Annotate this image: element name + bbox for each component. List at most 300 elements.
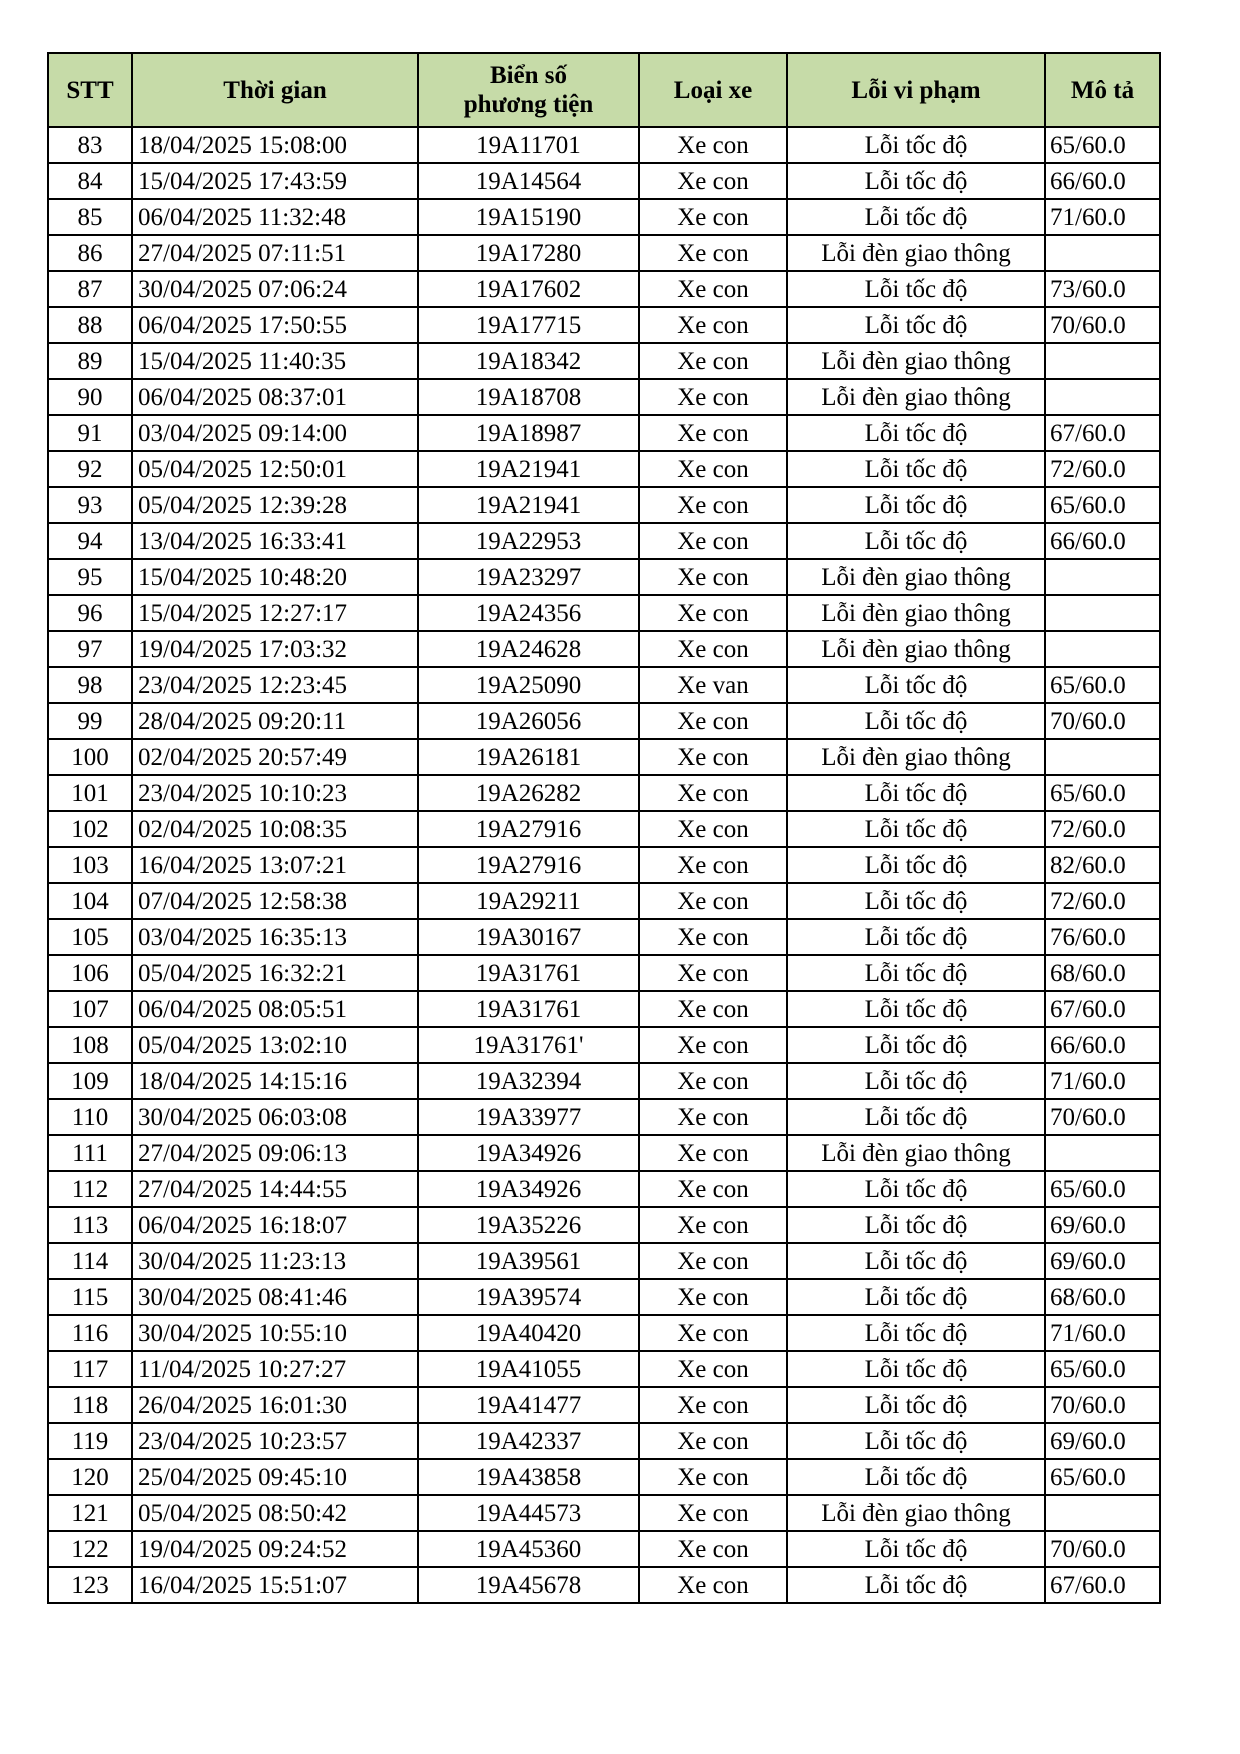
table-row (48, 595, 1160, 631)
cell-plate: 19A45360 (418, 1531, 639, 1567)
header-plate (418, 53, 639, 127)
cell-description: 67/60.0 (1045, 991, 1160, 1027)
cell-stt: 107 (48, 991, 132, 1027)
header-vehicle-type: Loại xe (639, 53, 787, 127)
cell-stt: 90 (48, 379, 132, 415)
table-row (48, 955, 1160, 991)
cell-plate: 19A34926 (418, 1171, 639, 1207)
cell-vehicle-type: Xe con (639, 631, 787, 667)
cell-vehicle-type: Xe con (639, 1243, 787, 1279)
cell-vehicle-type: Xe con (639, 919, 787, 955)
cell-description: 67/60.0 (1045, 415, 1160, 451)
cell-plate: 19A44573 (418, 1495, 639, 1531)
cell-stt: 116 (48, 1315, 132, 1351)
cell-description: 66/60.0 (1045, 1027, 1160, 1063)
cell-time: 15/04/2025 11:40:35 (132, 343, 418, 379)
cell-stt: 97 (48, 631, 132, 667)
cell-stt: 84 (48, 163, 132, 199)
cell-stt: 112 (48, 1171, 132, 1207)
cell-time: 23/04/2025 12:23:45 (132, 667, 418, 703)
cell-violation: Lỗi tốc độ (787, 451, 1045, 487)
table-row (48, 703, 1160, 739)
cell-plate: 19A17280 (418, 235, 639, 271)
cell-time: 11/04/2025 10:27:27 (132, 1351, 418, 1387)
cell-description: 72/60.0 (1045, 811, 1160, 847)
cell-vehicle-type: Xe con (639, 1171, 787, 1207)
cell-violation: Lỗi đèn giao thông (787, 739, 1045, 775)
cell-plate: 19A40420 (418, 1315, 639, 1351)
cell-plate: 19A41477 (418, 1387, 639, 1423)
cell-violation: Lỗi tốc độ (787, 847, 1045, 883)
cell-vehicle-type: Xe con (639, 271, 787, 307)
cell-time: 13/04/2025 16:33:41 (132, 523, 418, 559)
table-row (48, 739, 1160, 775)
cell-time: 30/04/2025 10:55:10 (132, 1315, 418, 1351)
cell-vehicle-type: Xe con (639, 1495, 787, 1531)
cell-violation: Lỗi tốc độ (787, 199, 1045, 235)
cell-vehicle-type: Xe con (639, 1099, 787, 1135)
table-row (48, 631, 1160, 667)
cell-time: 06/04/2025 16:18:07 (132, 1207, 418, 1243)
table-row (48, 379, 1160, 415)
cell-vehicle-type: Xe con (639, 1423, 787, 1459)
cell-plate: 19A32394 (418, 1063, 639, 1099)
cell-stt: 120 (48, 1459, 132, 1495)
cell-plate: 19A18342 (418, 343, 639, 379)
cell-time: 23/04/2025 10:10:23 (132, 775, 418, 811)
table-row (48, 1135, 1160, 1171)
cell-time: 05/04/2025 12:39:28 (132, 487, 418, 523)
cell-stt: 110 (48, 1099, 132, 1135)
table-row (48, 487, 1160, 523)
cell-violation: Lỗi đèn giao thông (787, 631, 1045, 667)
cell-plate: 19A33977 (418, 1099, 639, 1135)
cell-vehicle-type: Xe con (639, 199, 787, 235)
cell-time: 15/04/2025 10:48:20 (132, 559, 418, 595)
cell-time: 30/04/2025 08:41:46 (132, 1279, 418, 1315)
cell-vehicle-type: Xe con (639, 1063, 787, 1099)
cell-stt: 106 (48, 955, 132, 991)
cell-vehicle-type: Xe con (639, 307, 787, 343)
table-row (48, 1351, 1160, 1387)
table-row (48, 1531, 1160, 1567)
cell-violation: Lỗi tốc độ (787, 127, 1045, 163)
cell-description: 67/60.0 (1045, 1567, 1160, 1603)
cell-stt: 93 (48, 487, 132, 523)
cell-description: 65/60.0 (1045, 1351, 1160, 1387)
cell-description: 70/60.0 (1045, 1099, 1160, 1135)
header-row (48, 53, 1160, 127)
cell-time: 30/04/2025 07:06:24 (132, 271, 418, 307)
cell-plate: 19A26056 (418, 703, 639, 739)
cell-description: 69/60.0 (1045, 1243, 1160, 1279)
cell-vehicle-type: Xe con (639, 1315, 787, 1351)
cell-vehicle-type: Xe con (639, 991, 787, 1027)
cell-plate: 19A14564 (418, 163, 639, 199)
cell-stt: 121 (48, 1495, 132, 1531)
header-time: Thời gian (132, 53, 418, 127)
cell-violation: Lỗi tốc độ (787, 1099, 1045, 1135)
cell-stt: 85 (48, 199, 132, 235)
cell-plate: 19A17715 (418, 307, 639, 343)
cell-violation: Lỗi tốc độ (787, 1315, 1045, 1351)
table-row (48, 199, 1160, 235)
cell-plate: 19A24628 (418, 631, 639, 667)
cell-time: 05/04/2025 16:32:21 (132, 955, 418, 991)
cell-description: 71/60.0 (1045, 1315, 1160, 1351)
cell-time: 26/04/2025 16:01:30 (132, 1387, 418, 1423)
cell-description: 70/60.0 (1045, 1387, 1160, 1423)
table-row (48, 1387, 1160, 1423)
table-row (48, 235, 1160, 271)
table-header (48, 53, 1160, 127)
cell-violation: Lỗi tốc độ (787, 1531, 1045, 1567)
cell-violation: Lỗi tốc độ (787, 1459, 1045, 1495)
cell-stt: 95 (48, 559, 132, 595)
cell-description (1045, 343, 1160, 379)
cell-violation: Lỗi tốc độ (787, 415, 1045, 451)
cell-plate: 19A17602 (418, 271, 639, 307)
cell-description: 70/60.0 (1045, 703, 1160, 739)
cell-stt: 123 (48, 1567, 132, 1603)
cell-vehicle-type: Xe con (639, 775, 787, 811)
cell-vehicle-type: Xe con (639, 1531, 787, 1567)
cell-stt: 87 (48, 271, 132, 307)
cell-stt: 104 (48, 883, 132, 919)
cell-stt: 96 (48, 595, 132, 631)
table-row (48, 1027, 1160, 1063)
cell-vehicle-type: Xe con (639, 1387, 787, 1423)
table-row (48, 1567, 1160, 1603)
cell-plate: 19A43858 (418, 1459, 639, 1495)
cell-description: 69/60.0 (1045, 1423, 1160, 1459)
header-plate-line2: phương tiện (463, 91, 594, 118)
cell-violation: Lỗi tốc độ (787, 1423, 1045, 1459)
cell-violation: Lỗi tốc độ (787, 775, 1045, 811)
cell-vehicle-type: Xe con (639, 1027, 787, 1063)
cell-time: 06/04/2025 17:50:55 (132, 307, 418, 343)
cell-description: 65/60.0 (1045, 775, 1160, 811)
table-row (48, 1279, 1160, 1315)
cell-stt: 105 (48, 919, 132, 955)
cell-violation: Lỗi đèn giao thông (787, 343, 1045, 379)
cell-time: 19/04/2025 17:03:32 (132, 631, 418, 667)
cell-time: 16/04/2025 15:51:07 (132, 1567, 418, 1603)
cell-stt: 108 (48, 1027, 132, 1063)
cell-violation: Lỗi tốc độ (787, 523, 1045, 559)
table-row (48, 847, 1160, 883)
cell-violation: Lỗi tốc độ (787, 163, 1045, 199)
table-row (48, 415, 1160, 451)
cell-stt: 111 (48, 1135, 132, 1171)
table-row (48, 271, 1160, 307)
cell-plate: 19A39561 (418, 1243, 639, 1279)
cell-time: 27/04/2025 09:06:13 (132, 1135, 418, 1171)
cell-plate: 19A22953 (418, 523, 639, 559)
cell-stt: 86 (48, 235, 132, 271)
cell-description (1045, 739, 1160, 775)
cell-plate: 19A35226 (418, 1207, 639, 1243)
cell-time: 02/04/2025 10:08:35 (132, 811, 418, 847)
cell-vehicle-type: Xe con (639, 415, 787, 451)
cell-time: 27/04/2025 07:11:51 (132, 235, 418, 271)
cell-time: 25/04/2025 09:45:10 (132, 1459, 418, 1495)
cell-time: 23/04/2025 10:23:57 (132, 1423, 418, 1459)
cell-description: 71/60.0 (1045, 1063, 1160, 1099)
cell-time: 05/04/2025 13:02:10 (132, 1027, 418, 1063)
cell-stt: 102 (48, 811, 132, 847)
cell-plate: 19A11701 (418, 127, 639, 163)
table-body (48, 127, 1160, 1603)
cell-vehicle-type: Xe con (639, 811, 787, 847)
table-row (48, 343, 1160, 379)
cell-plate: 19A15190 (418, 199, 639, 235)
cell-time: 27/04/2025 14:44:55 (132, 1171, 418, 1207)
table-row (48, 1423, 1160, 1459)
cell-violation: Lỗi tốc độ (787, 1387, 1045, 1423)
cell-vehicle-type: Xe con (639, 343, 787, 379)
cell-violation: Lỗi tốc độ (787, 991, 1045, 1027)
cell-description: 76/60.0 (1045, 919, 1160, 955)
cell-violation: Lỗi tốc độ (787, 1279, 1045, 1315)
cell-violation: Lỗi tốc độ (787, 883, 1045, 919)
cell-description: 65/60.0 (1045, 127, 1160, 163)
cell-stt: 114 (48, 1243, 132, 1279)
cell-plate: 19A31761 (418, 991, 639, 1027)
cell-vehicle-type: Xe con (639, 1459, 787, 1495)
cell-time: 16/04/2025 13:07:21 (132, 847, 418, 883)
cell-vehicle-type: Xe con (639, 235, 787, 271)
table-row (48, 1099, 1160, 1135)
cell-vehicle-type: Xe con (639, 1567, 787, 1603)
cell-description (1045, 379, 1160, 415)
cell-vehicle-type: Xe con (639, 1207, 787, 1243)
cell-time: 06/04/2025 08:05:51 (132, 991, 418, 1027)
cell-stt: 99 (48, 703, 132, 739)
cell-plate: 19A25090 (418, 667, 639, 703)
cell-violation: Lỗi tốc độ (787, 703, 1045, 739)
cell-time: 03/04/2025 09:14:00 (132, 415, 418, 451)
cell-stt: 103 (48, 847, 132, 883)
table-row (48, 1315, 1160, 1351)
cell-time: 06/04/2025 08:37:01 (132, 379, 418, 415)
table-row (48, 451, 1160, 487)
cell-description: 82/60.0 (1045, 847, 1160, 883)
cell-plate: 19A34926 (418, 1135, 639, 1171)
cell-plate: 19A30167 (418, 919, 639, 955)
cell-plate: 19A42337 (418, 1423, 639, 1459)
cell-vehicle-type: Xe con (639, 595, 787, 631)
cell-violation: Lỗi tốc độ (787, 1063, 1045, 1099)
cell-description: 65/60.0 (1045, 667, 1160, 703)
cell-description (1045, 1495, 1160, 1531)
table-row (48, 1459, 1160, 1495)
cell-stt: 83 (48, 127, 132, 163)
cell-stt: 113 (48, 1207, 132, 1243)
table-row (48, 775, 1160, 811)
header-plate-label (464, 61, 594, 120)
cell-violation: Lỗi tốc độ (787, 1567, 1045, 1603)
cell-plate: 19A21941 (418, 451, 639, 487)
table-row (48, 991, 1160, 1027)
cell-time: 15/04/2025 17:43:59 (132, 163, 418, 199)
cell-description: 66/60.0 (1045, 163, 1160, 199)
cell-violation: Lỗi tốc độ (787, 1351, 1045, 1387)
table-row (48, 1243, 1160, 1279)
table-row (48, 811, 1160, 847)
cell-plate: 19A27916 (418, 847, 639, 883)
cell-vehicle-type: Xe con (639, 847, 787, 883)
cell-stt: 89 (48, 343, 132, 379)
cell-vehicle-type: Xe con (639, 739, 787, 775)
cell-description: 65/60.0 (1045, 1459, 1160, 1495)
cell-vehicle-type: Xe con (639, 487, 787, 523)
cell-plate: 19A26181 (418, 739, 639, 775)
cell-stt: 100 (48, 739, 132, 775)
table-row (48, 307, 1160, 343)
cell-plate: 19A18708 (418, 379, 639, 415)
cell-description: 68/60.0 (1045, 955, 1160, 991)
table-row (48, 523, 1160, 559)
cell-violation: Lỗi tốc độ (787, 271, 1045, 307)
cell-vehicle-type: Xe con (639, 1279, 787, 1315)
cell-plate: 19A23297 (418, 559, 639, 595)
table-row (48, 559, 1160, 595)
table-row (48, 1171, 1160, 1207)
header-violation: Lỗi vi phạm (787, 53, 1045, 127)
cell-stt: 119 (48, 1423, 132, 1459)
violations-table (47, 52, 1161, 1604)
cell-plate: 19A31761 (418, 955, 639, 991)
cell-description: 68/60.0 (1045, 1279, 1160, 1315)
cell-time: 19/04/2025 09:24:52 (132, 1531, 418, 1567)
cell-time: 05/04/2025 08:50:42 (132, 1495, 418, 1531)
cell-plate: 19A29211 (418, 883, 639, 919)
cell-stt: 101 (48, 775, 132, 811)
cell-time: 07/04/2025 12:58:38 (132, 883, 418, 919)
cell-description: 65/60.0 (1045, 1171, 1160, 1207)
violations-sheet (47, 52, 1159, 1604)
cell-description (1045, 559, 1160, 595)
table-row (48, 919, 1160, 955)
cell-description: 73/60.0 (1045, 271, 1160, 307)
table-row (48, 1495, 1160, 1531)
cell-stt: 122 (48, 1531, 132, 1567)
cell-vehicle-type: Xe con (639, 127, 787, 163)
table-row (48, 1207, 1160, 1243)
cell-plate: 19A21941 (418, 487, 639, 523)
cell-plate: 19A26282 (418, 775, 639, 811)
table-row (48, 1063, 1160, 1099)
cell-violation: Lỗi tốc độ (787, 1243, 1045, 1279)
cell-time: 30/04/2025 06:03:08 (132, 1099, 418, 1135)
cell-violation: Lỗi tốc độ (787, 919, 1045, 955)
cell-violation: Lỗi tốc độ (787, 1207, 1045, 1243)
cell-violation: Lỗi đèn giao thông (787, 559, 1045, 595)
cell-violation: Lỗi tốc độ (787, 1027, 1045, 1063)
cell-stt: 115 (48, 1279, 132, 1315)
cell-description: 69/60.0 (1045, 1207, 1160, 1243)
cell-description: 72/60.0 (1045, 883, 1160, 919)
cell-stt: 118 (48, 1387, 132, 1423)
cell-description (1045, 235, 1160, 271)
cell-plate: 19A45678 (418, 1567, 639, 1603)
cell-time: 18/04/2025 15:08:00 (132, 127, 418, 163)
cell-stt: 88 (48, 307, 132, 343)
cell-description: 71/60.0 (1045, 199, 1160, 235)
cell-time: 06/04/2025 11:32:48 (132, 199, 418, 235)
header-description: Mô tả (1045, 53, 1160, 127)
cell-vehicle-type: Xe con (639, 523, 787, 559)
cell-violation: Lỗi tốc độ (787, 1171, 1045, 1207)
cell-vehicle-type: Xe con (639, 559, 787, 595)
table-row (48, 163, 1160, 199)
cell-plate: 19A18987 (418, 415, 639, 451)
cell-violation: Lỗi tốc độ (787, 955, 1045, 991)
cell-stt: 94 (48, 523, 132, 559)
cell-vehicle-type: Xe con (639, 1135, 787, 1171)
cell-description: 70/60.0 (1045, 307, 1160, 343)
cell-violation: Lỗi đèn giao thông (787, 235, 1045, 271)
cell-description: 65/60.0 (1045, 487, 1160, 523)
cell-vehicle-type: Xe con (639, 955, 787, 991)
cell-time: 15/04/2025 12:27:17 (132, 595, 418, 631)
cell-violation: Lỗi đèn giao thông (787, 379, 1045, 415)
cell-time: 28/04/2025 09:20:11 (132, 703, 418, 739)
cell-vehicle-type: Xe con (639, 883, 787, 919)
cell-vehicle-type: Xe con (639, 163, 787, 199)
cell-vehicle-type: Xe con (639, 451, 787, 487)
cell-stt: 91 (48, 415, 132, 451)
cell-time: 18/04/2025 14:15:16 (132, 1063, 418, 1099)
cell-stt: 98 (48, 667, 132, 703)
cell-description (1045, 631, 1160, 667)
cell-time: 03/04/2025 16:35:13 (132, 919, 418, 955)
cell-vehicle-type: Xe con (639, 1351, 787, 1387)
cell-violation: Lỗi đèn giao thông (787, 1495, 1045, 1531)
cell-plate: 19A39574 (418, 1279, 639, 1315)
table-row (48, 883, 1160, 919)
cell-violation: Lỗi tốc độ (787, 667, 1045, 703)
cell-vehicle-type: Xe van (639, 667, 787, 703)
cell-plate: 19A24356 (418, 595, 639, 631)
cell-violation: Lỗi tốc độ (787, 307, 1045, 343)
header-plate-line1: Biển số (489, 61, 568, 89)
header-stt: STT (48, 53, 132, 127)
cell-stt: 109 (48, 1063, 132, 1099)
cell-description (1045, 1135, 1160, 1171)
cell-stt: 92 (48, 451, 132, 487)
cell-violation: Lỗi đèn giao thông (787, 1135, 1045, 1171)
cell-description: 70/60.0 (1045, 1531, 1160, 1567)
cell-plate: 19A27916 (418, 811, 639, 847)
cell-violation: Lỗi đèn giao thông (787, 595, 1045, 631)
cell-vehicle-type: Xe con (639, 703, 787, 739)
cell-time: 05/04/2025 12:50:01 (132, 451, 418, 487)
cell-plate: 19A31761' (418, 1027, 639, 1063)
table-row (48, 667, 1160, 703)
table-row (48, 127, 1160, 163)
cell-vehicle-type: Xe con (639, 379, 787, 415)
cell-stt: 117 (48, 1351, 132, 1387)
cell-violation: Lỗi tốc độ (787, 487, 1045, 523)
cell-time: 02/04/2025 20:57:49 (132, 739, 418, 775)
cell-violation: Lỗi tốc độ (787, 811, 1045, 847)
cell-time: 30/04/2025 11:23:13 (132, 1243, 418, 1279)
cell-description (1045, 595, 1160, 631)
cell-description: 66/60.0 (1045, 523, 1160, 559)
cell-plate: 19A41055 (418, 1351, 639, 1387)
